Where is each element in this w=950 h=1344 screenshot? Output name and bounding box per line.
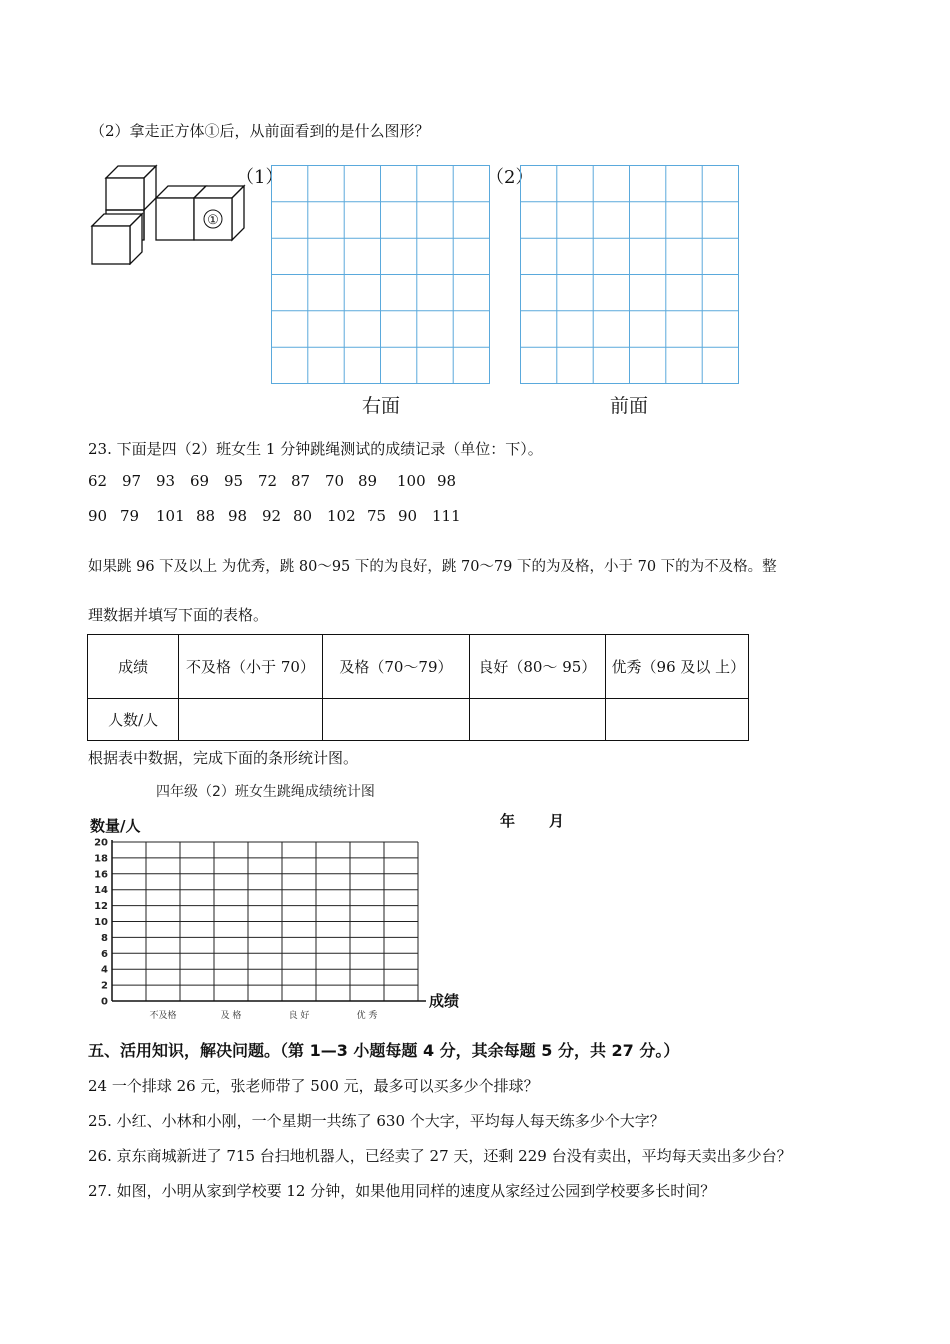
- x-category-label: 及 格: [220, 1011, 242, 1021]
- table-answer-cell[interactable]: [179, 699, 322, 741]
- grading-rule-line1: 如果跳 96 下及以上 为优秀，跳 80～95 下的为良好，跳 70～79 下的为及格，小于 70 下的为不及格。整: [88, 559, 777, 575]
- cube-figure: [88, 160, 248, 265]
- x-category-label: 优 秀: [356, 1011, 378, 1021]
- score-table: [87, 634, 749, 741]
- score-value: 97: [122, 472, 142, 490]
- y-tick-label: 8: [101, 932, 108, 944]
- date-month-label: 月: [549, 812, 565, 830]
- score-value: 98: [228, 507, 248, 525]
- score-value: 62: [88, 472, 108, 490]
- score-value: 111: [432, 507, 461, 525]
- score-value: 92: [262, 507, 282, 525]
- y-tick-label: 6: [101, 948, 108, 960]
- score-value: 87: [291, 472, 311, 490]
- score-value: 75: [367, 507, 387, 525]
- score-value: 72: [258, 472, 278, 490]
- table-header-cell: 及格（70～79）: [322, 635, 469, 699]
- question-22-part2: （2）拿走正方体①后，从前面看到的是什么图形？: [90, 122, 430, 140]
- table-answer-cell[interactable]: [470, 699, 605, 741]
- score-row-1: [88, 472, 471, 490]
- score-value: 90: [88, 507, 108, 525]
- y-tick-label: 2: [101, 980, 108, 992]
- score-value: 98: [437, 472, 457, 490]
- score-value: 70: [325, 472, 345, 490]
- y-tick-label: 16: [94, 869, 108, 881]
- grid2-caption: 前面: [610, 395, 649, 417]
- score-row-2: [88, 507, 466, 525]
- date-year-label: 年: [500, 812, 516, 830]
- table-header-cell: 优秀（96 及以 上）: [605, 635, 748, 699]
- x-category-label: 不及格: [149, 1011, 177, 1021]
- table-header-cell: 不及格（小于 70）: [179, 635, 322, 699]
- cube-number-label: ①: [207, 213, 219, 228]
- y-axis-label: 数量/人: [90, 817, 141, 835]
- table-header-cell: 良好（80～ 95）: [470, 635, 605, 699]
- answer-grid-right: [271, 165, 491, 385]
- y-tick-label: 18: [94, 853, 108, 865]
- section-5-heading: 五、活用知识，解决问题。（第 1—3 小题每题 4 分，其余每题 5 分，共 27 分。）: [88, 1041, 680, 1060]
- table-answer-cell[interactable]: [605, 699, 748, 741]
- y-tick-label: 4: [101, 964, 108, 976]
- grading-rule-line2: 理数据并填写下面的表格。: [88, 606, 269, 624]
- grid2-label: （2）: [486, 167, 534, 188]
- question-27: 27. 如图，小明从家到学校要 12 分钟，如果他用同样的速度从家经过公园到学校要多长时间？: [88, 1182, 716, 1200]
- chart-title: 四年级（2）班女生跳绳成绩统计图: [156, 784, 375, 800]
- grid1-caption: 右面: [362, 395, 401, 417]
- chart-intro: 根据表中数据，完成下面的条形统计图。: [88, 749, 359, 767]
- score-value: 80: [293, 507, 313, 525]
- score-value: 79: [120, 507, 140, 525]
- score-value: 100: [397, 472, 426, 490]
- table-header-cell: 成绩: [88, 635, 179, 699]
- y-tick-label: 20: [94, 837, 108, 849]
- y-tick-label: 10: [94, 917, 108, 928]
- question-23-title: 23. 下面是四（2）班女生 1 分钟跳绳测试的成绩记录（单位：下）。: [88, 440, 543, 458]
- x-category-label: 良 好: [288, 1011, 310, 1021]
- answer-grid-front: [520, 165, 740, 385]
- bar-chart: [88, 832, 433, 1027]
- score-value: 102: [327, 507, 356, 525]
- y-tick-label: 0: [101, 996, 108, 1008]
- question-26: 26. 京东商城新进了 715 台扫地机器人，已经卖了 27 天，还剩 229 台没有卖出，平均每天卖出多少台？: [88, 1147, 792, 1165]
- score-value: 89: [358, 472, 378, 490]
- y-tick-label: 12: [94, 901, 108, 913]
- score-value: 95: [224, 472, 244, 490]
- question-24: 24 一个排球 26 元，张老师带了 500 元，最多可以买多少个排球？: [88, 1077, 539, 1095]
- score-value: 90: [398, 507, 418, 525]
- score-value: 101: [156, 507, 185, 525]
- table-answer-cell[interactable]: [322, 699, 469, 741]
- grid1-label: （1）: [236, 167, 284, 188]
- x-axis-label: 成绩: [429, 992, 460, 1010]
- score-value: 88: [196, 507, 216, 525]
- score-value: 69: [190, 472, 210, 490]
- score-value: 93: [156, 472, 176, 490]
- table-row-label: 人数/人: [88, 699, 179, 741]
- y-tick-label: 14: [94, 885, 108, 897]
- question-25: 25. 小红、小林和小刚，一个星期一共练了 630 个大字，平均每人每天练多少个大字？: [88, 1112, 665, 1130]
